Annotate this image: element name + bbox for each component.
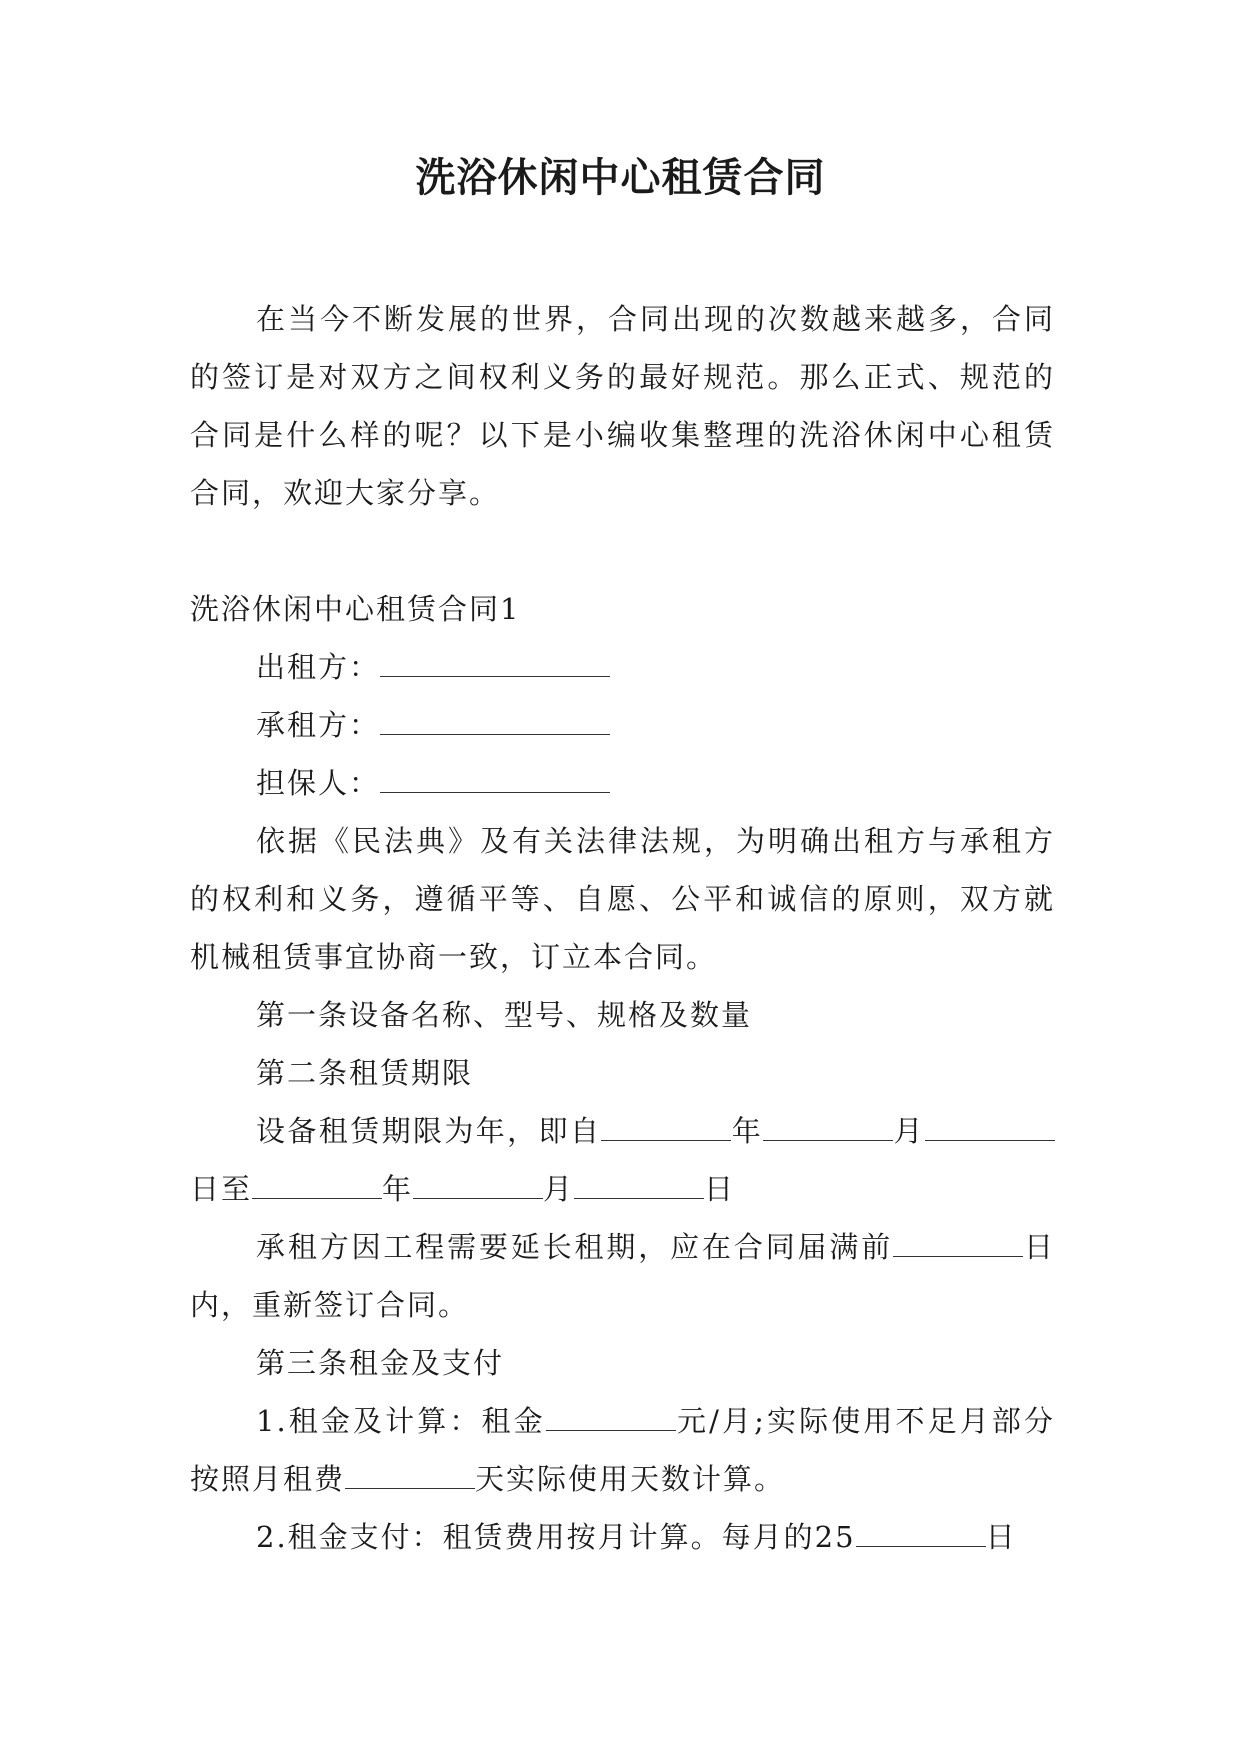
payment-paragraph bbox=[190, 1508, 1055, 1566]
lessor-label: 出租方： bbox=[256, 650, 381, 684]
end-year-blank bbox=[252, 1172, 382, 1199]
term-end-month-label: 月 bbox=[543, 1172, 575, 1206]
extension-text-a: 承租方因工程需要延长租期，应在合同届满前 bbox=[256, 1230, 894, 1264]
intro-paragraph: 在当今不断发展的世界，合同出现的次数越来越多，合同的签订是对双方之间权利义务的最好规范。那么正式、规范的合同是什么样的呢？以下是小编收集整理的洗浴休闲中心租赁合同，欢迎大家分享。 bbox=[190, 302, 1055, 510]
section-title: 洗浴休闲中心租赁合同1 bbox=[190, 592, 521, 626]
extension-paragraph bbox=[190, 1218, 1055, 1334]
term-text-start: 设备租赁期限为年，即自 bbox=[256, 1114, 602, 1148]
end-month-blank bbox=[413, 1172, 543, 1199]
rent-text-a: 1.租金及计算：租金 bbox=[256, 1404, 546, 1438]
start-month-blank bbox=[763, 1114, 893, 1141]
term-end-day-label: 日 bbox=[704, 1172, 736, 1206]
rent-text-b: 元/月;实际使用不足月部分按照月租费 bbox=[190, 1404, 1055, 1496]
spacer bbox=[190, 522, 1055, 580]
document-title: 洗浴休闲中心租赁合同 bbox=[415, 154, 826, 201]
lessee-label: 承租方： bbox=[256, 708, 381, 742]
article-1-heading: 第一条设备名称、型号、规格及数量 bbox=[256, 998, 753, 1032]
extension-text-b: 日内，重新签订合同。 bbox=[190, 1230, 1055, 1322]
lessee-blank bbox=[380, 708, 610, 735]
term-month-label: 月 bbox=[893, 1114, 925, 1148]
article-2-heading: 第二条租赁期限 bbox=[256, 1056, 474, 1090]
lessor-line bbox=[190, 638, 1055, 696]
extension-days-blank bbox=[893, 1230, 1023, 1257]
start-year-blank bbox=[601, 1114, 731, 1141]
rent-amount-blank bbox=[546, 1404, 676, 1431]
start-day-blank bbox=[925, 1114, 1055, 1141]
rent-days-blank bbox=[345, 1462, 475, 1489]
rent-text-c: 天实际使用天数计算。 bbox=[475, 1462, 786, 1496]
lessee-line bbox=[190, 696, 1055, 754]
term-paragraph bbox=[190, 1102, 1055, 1218]
payment-text-b: 日 bbox=[985, 1520, 1017, 1554]
lessor-blank bbox=[380, 650, 610, 677]
guarantor-blank bbox=[380, 766, 610, 793]
term-end-year-label: 年 bbox=[382, 1172, 414, 1206]
guarantor-label: 担保人： bbox=[256, 766, 381, 800]
term-year-label: 年 bbox=[731, 1114, 764, 1148]
guarantor-line bbox=[190, 754, 1055, 812]
term-to-label: 日至 bbox=[190, 1172, 253, 1206]
document-body bbox=[190, 290, 1055, 1566]
basis-paragraph: 依据《民法典》及有关法律法规，为明确出租方与承租方的权利和义务，遵循平等、自愿、公平和诚信的原则，双方就机械租赁事宜协商一致，订立本合同。 bbox=[190, 824, 1055, 974]
payment-text-a: 2.租金支付：租赁费用按月计算。每月的25 bbox=[256, 1520, 856, 1554]
rent-paragraph bbox=[190, 1392, 1055, 1508]
end-day-blank bbox=[574, 1172, 704, 1199]
payment-day-blank bbox=[856, 1520, 986, 1547]
article-3-heading: 第三条租金及支付 bbox=[256, 1346, 505, 1380]
